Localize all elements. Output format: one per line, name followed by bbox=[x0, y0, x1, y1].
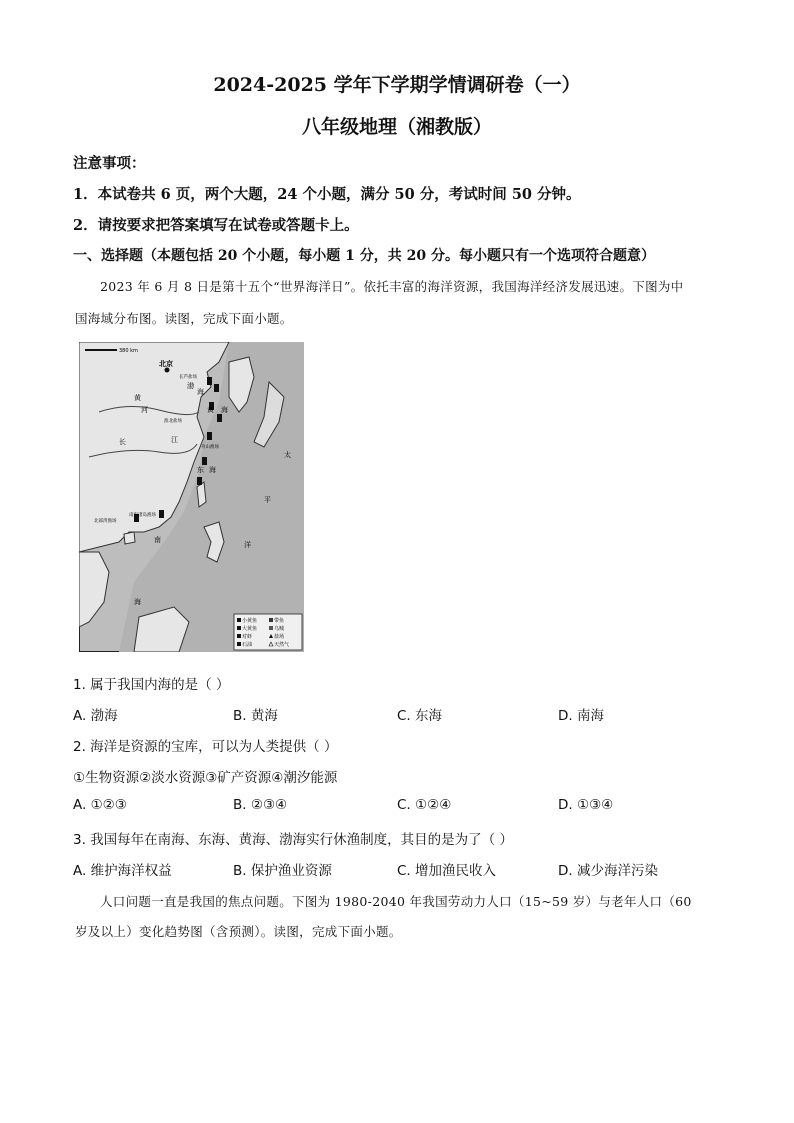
legend-item: 对虾 bbox=[242, 634, 253, 640]
fish-mark bbox=[214, 384, 219, 392]
legend-swatch bbox=[237, 634, 241, 638]
legend-swatch bbox=[269, 626, 273, 630]
label-yang: 洋 bbox=[244, 541, 251, 549]
q1-option-c[interactable]: C. 东海 bbox=[397, 708, 443, 724]
label-changjiang-b: 江 bbox=[171, 436, 178, 444]
label-tai: 太 bbox=[284, 451, 291, 459]
label-beibu: 北部湾渔场 bbox=[94, 519, 117, 524]
legend-item: 乌贼 bbox=[274, 626, 285, 632]
label-nanhai-zhudao: 南海诸岛渔场 bbox=[129, 513, 156, 518]
q3-option-c[interactable]: C. 增加渔民收入 bbox=[397, 863, 497, 879]
q2-option-b[interactable]: B. ②③④ bbox=[233, 797, 288, 813]
label-changjiang-a: 长 bbox=[119, 438, 126, 446]
question-3-stem: 3. 我国每年在南海、东海、黄海、渤海实行休渔制度，其目的是为了（ ） bbox=[73, 832, 513, 848]
taiwan bbox=[197, 482, 206, 507]
passage1-line2: 国海域分布图。读图，完成下面小题。 bbox=[75, 311, 293, 326]
exam-title: 2024-2025 学年下学期学情调研卷（一） bbox=[213, 74, 581, 96]
q2-option-c[interactable]: C. ①②④ bbox=[397, 797, 452, 813]
label-changlu: 长芦盐场 bbox=[179, 375, 197, 380]
q3-option-a[interactable]: A. 维护海洋权益 bbox=[73, 863, 172, 879]
scale-label: 380 km bbox=[119, 348, 138, 354]
legend-swatch bbox=[237, 642, 241, 646]
fish-mark bbox=[197, 477, 202, 485]
q3-option-d[interactable]: D. 减少海洋污染 bbox=[558, 863, 658, 879]
notes-heading: 注意事项： bbox=[73, 155, 146, 172]
fish-mark bbox=[207, 377, 212, 385]
passage2-line1: 人口问题一直是我国的焦点问题。下图为 1980-2040 年我国劳动力人口（15~59 岁）与老年人口（60 bbox=[100, 894, 692, 909]
beijing-dot bbox=[165, 368, 170, 373]
q1-option-a[interactable]: A. 渤海 bbox=[73, 708, 118, 724]
label-bohai-a: 渤 bbox=[187, 382, 194, 390]
label-donghai-b: 海 bbox=[209, 466, 216, 474]
fish-mark bbox=[207, 432, 212, 440]
legend-item: 天然气 bbox=[274, 642, 290, 648]
question-2-stem: 2. 海洋是资源的宝库，可以为人类提供（ ） bbox=[73, 739, 338, 755]
china-sea-map bbox=[79, 342, 304, 652]
q3-option-b[interactable]: B. 保护渔业资源 bbox=[233, 863, 332, 879]
legend-swatch bbox=[269, 618, 273, 622]
legend-item: 大黄鱼 bbox=[242, 626, 258, 632]
legend-swatch bbox=[237, 618, 241, 622]
section1-heading: 一、选择题（本题包括 20 个小题，每小题 1 分，共 20 分。每小题只有一个选项符合题意） bbox=[73, 248, 655, 264]
label-huaibei: 淮北盐场 bbox=[164, 419, 182, 424]
legend-item: 石油 bbox=[242, 642, 253, 648]
label-donghai-a: 东 bbox=[197, 466, 204, 474]
question-1-stem: 1. 属于我国内海的是（ ） bbox=[73, 677, 230, 693]
fish-mark bbox=[159, 510, 164, 518]
legend-item: 盐场 bbox=[274, 634, 285, 640]
legend-item: 小黄鱼 bbox=[242, 618, 258, 624]
label-yellow-river-b: 河 bbox=[141, 406, 148, 414]
passage1-line1: 2023 年 6 月 8 日是第十五个“世界海洋日”。依托丰富的海洋资源，我国海洋经济发展迅速。下图为中 bbox=[100, 279, 684, 294]
note-item-1: 1．本试卷共 6 页，两个大题，24 个小题，满分 50 分，考试时间 50 分钟。 bbox=[73, 186, 581, 203]
passage2-line2: 岁及以上）变化趋势图（含预测）。读图，完成下面小题。 bbox=[75, 924, 402, 939]
label-huanghai-a: 黄 bbox=[207, 406, 214, 414]
question-2-items: ①生物资源②淡水资源③矿产资源④潮汐能源 bbox=[73, 770, 338, 786]
fish-mark bbox=[202, 457, 207, 465]
q1-option-b[interactable]: B. 黄海 bbox=[233, 708, 278, 724]
label-huanghai-b: 海 bbox=[221, 406, 228, 414]
label-beijing: 北京 bbox=[159, 359, 173, 368]
label-nanhai-a: 南 bbox=[154, 536, 161, 544]
label-yellow-river-a: 黄 bbox=[134, 394, 141, 402]
label-ping: 平 bbox=[264, 496, 271, 504]
label-bohai-b: 海 bbox=[197, 388, 204, 396]
exam-subtitle: 八年级地理（湘教版） bbox=[301, 116, 492, 138]
hainan bbox=[124, 532, 135, 544]
q2-option-d[interactable]: D. ①③④ bbox=[558, 797, 614, 813]
q2-option-a[interactable]: A. ①②③ bbox=[73, 797, 127, 813]
legend-item: 带鱼 bbox=[274, 618, 285, 624]
legend-swatch bbox=[237, 626, 241, 630]
label-nanhai-b: 海 bbox=[134, 598, 141, 606]
q1-option-d[interactable]: D. 南海 bbox=[558, 708, 604, 724]
fish-mark bbox=[217, 414, 222, 422]
note-item-2: 2．请按要求把答案填写在试卷或答题卡上。 bbox=[73, 217, 359, 234]
label-zhoushan: 舟山渔场 bbox=[201, 445, 219, 450]
